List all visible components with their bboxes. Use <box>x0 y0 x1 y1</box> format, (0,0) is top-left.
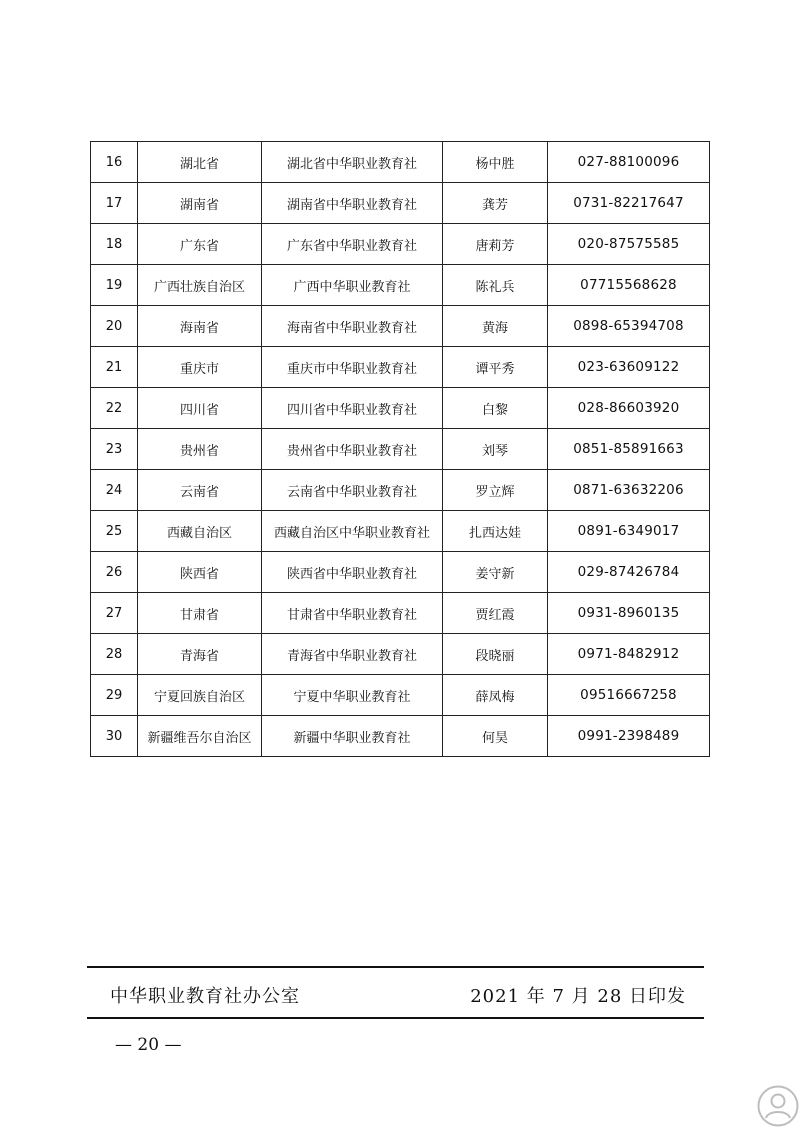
cell-organization: 新疆中华职业教育社 <box>262 716 443 757</box>
cell-phone: 0898-65394708 <box>548 306 710 347</box>
cell-contact-person: 谭平秀 <box>443 347 548 388</box>
cell-contact-person: 段晓丽 <box>443 634 548 675</box>
cell-region: 湖南省 <box>138 183 262 224</box>
cell-region: 西藏自治区 <box>138 511 262 552</box>
cell-contact-person: 罗立辉 <box>443 470 548 511</box>
cell-region: 重庆市 <box>138 347 262 388</box>
cell-contact-person: 何昊 <box>443 716 548 757</box>
cell-contact-person: 白黎 <box>443 388 548 429</box>
table-row <box>91 347 710 388</box>
cell-organization: 湖北省中华职业教育社 <box>262 142 443 183</box>
footer-bottom-rule <box>87 1017 704 1019</box>
cell-number: 28 <box>91 634 138 675</box>
cell-organization: 陕西省中华职业教育社 <box>262 552 443 593</box>
cell-region: 云南省 <box>138 470 262 511</box>
cell-phone: 0991-2398489 <box>548 716 710 757</box>
cell-contact-person: 陈礼兵 <box>443 265 548 306</box>
cell-region: 广东省 <box>138 224 262 265</box>
cell-organization: 海南省中华职业教育社 <box>262 306 443 347</box>
cell-phone: 023-63609122 <box>548 347 710 388</box>
cell-number: 22 <box>91 388 138 429</box>
table-row <box>91 675 710 716</box>
table-row <box>91 429 710 470</box>
cell-number: 17 <box>91 183 138 224</box>
cell-region: 四川省 <box>138 388 262 429</box>
cell-phone: 027-88100096 <box>548 142 710 183</box>
cell-number: 26 <box>91 552 138 593</box>
table-row <box>91 142 710 183</box>
table-row <box>91 306 710 347</box>
cell-phone: 0871-63632206 <box>548 470 710 511</box>
issuer-text: 中华职业教育社办公室 <box>110 986 300 1007</box>
cell-organization: 广西中华职业教育社 <box>262 265 443 306</box>
cell-region: 青海省 <box>138 634 262 675</box>
cell-contact-person: 姜守新 <box>443 552 548 593</box>
table-row <box>91 388 710 429</box>
table-row <box>91 511 710 552</box>
cell-phone: 0731-82217647 <box>548 183 710 224</box>
table-row <box>91 470 710 511</box>
cell-number: 24 <box>91 470 138 511</box>
user-avatar-icon[interactable] <box>757 1085 799 1127</box>
cell-phone: 028-86603920 <box>548 388 710 429</box>
cell-contact-person: 扎西达娃 <box>443 511 548 552</box>
cell-number: 20 <box>91 306 138 347</box>
cell-number: 30 <box>91 716 138 757</box>
cell-organization: 四川省中华职业教育社 <box>262 388 443 429</box>
cell-region: 广西壮族自治区 <box>138 265 262 306</box>
issue-date-text: 2021 年 7 月 28 日印发 <box>470 986 686 1007</box>
cell-contact-person: 刘琴 <box>443 429 548 470</box>
cell-organization: 甘肃省中华职业教育社 <box>262 593 443 634</box>
cell-number: 19 <box>91 265 138 306</box>
cell-region: 湖北省 <box>138 142 262 183</box>
cell-contact-person: 龚芳 <box>443 183 548 224</box>
cell-number: 18 <box>91 224 138 265</box>
table-row <box>91 265 710 306</box>
table-row <box>91 183 710 224</box>
cell-region: 新疆维吾尔自治区 <box>138 716 262 757</box>
table-row <box>91 224 710 265</box>
cell-phone: 020-87575585 <box>548 224 710 265</box>
cell-contact-person: 杨中胜 <box>443 142 548 183</box>
cell-number: 25 <box>91 511 138 552</box>
cell-contact-person: 贾红霞 <box>443 593 548 634</box>
cell-phone: 029-87426784 <box>548 552 710 593</box>
table-row <box>91 593 710 634</box>
cell-region: 陕西省 <box>138 552 262 593</box>
cell-number: 27 <box>91 593 138 634</box>
cell-organization: 青海省中华职业教育社 <box>262 634 443 675</box>
cell-organization: 广东省中华职业教育社 <box>262 224 443 265</box>
table-row <box>91 552 710 593</box>
cell-organization: 贵州省中华职业教育社 <box>262 429 443 470</box>
cell-contact-person: 唐莉芳 <box>443 224 548 265</box>
cell-organization: 宁夏中华职业教育社 <box>262 675 443 716</box>
cell-contact-person: 黄海 <box>443 306 548 347</box>
cell-organization: 云南省中华职业教育社 <box>262 470 443 511</box>
cell-phone: 0851-85891663 <box>548 429 710 470</box>
cell-phone: 0891-6349017 <box>548 511 710 552</box>
table-row <box>91 716 710 757</box>
cell-number: 21 <box>91 347 138 388</box>
cell-region: 贵州省 <box>138 429 262 470</box>
table-row <box>91 634 710 675</box>
cell-phone: 0931-8960135 <box>548 593 710 634</box>
cell-organization: 重庆市中华职业教育社 <box>262 347 443 388</box>
cell-number: 16 <box>91 142 138 183</box>
cell-region: 甘肃省 <box>138 593 262 634</box>
footer-top-rule <box>87 966 704 968</box>
cell-contact-person: 薛凤梅 <box>443 675 548 716</box>
cell-phone: 07715568628 <box>548 265 710 306</box>
cell-organization: 西藏自治区中华职业教育社 <box>262 511 443 552</box>
cell-number: 23 <box>91 429 138 470</box>
page-number: — 20 — <box>115 1035 182 1055</box>
cell-number: 29 <box>91 675 138 716</box>
cell-phone: 0971-8482912 <box>548 634 710 675</box>
contacts-table <box>90 141 710 757</box>
cell-region: 海南省 <box>138 306 262 347</box>
cell-region: 宁夏回族自治区 <box>138 675 262 716</box>
cell-phone: 09516667258 <box>548 675 710 716</box>
cell-organization: 湖南省中华职业教育社 <box>262 183 443 224</box>
